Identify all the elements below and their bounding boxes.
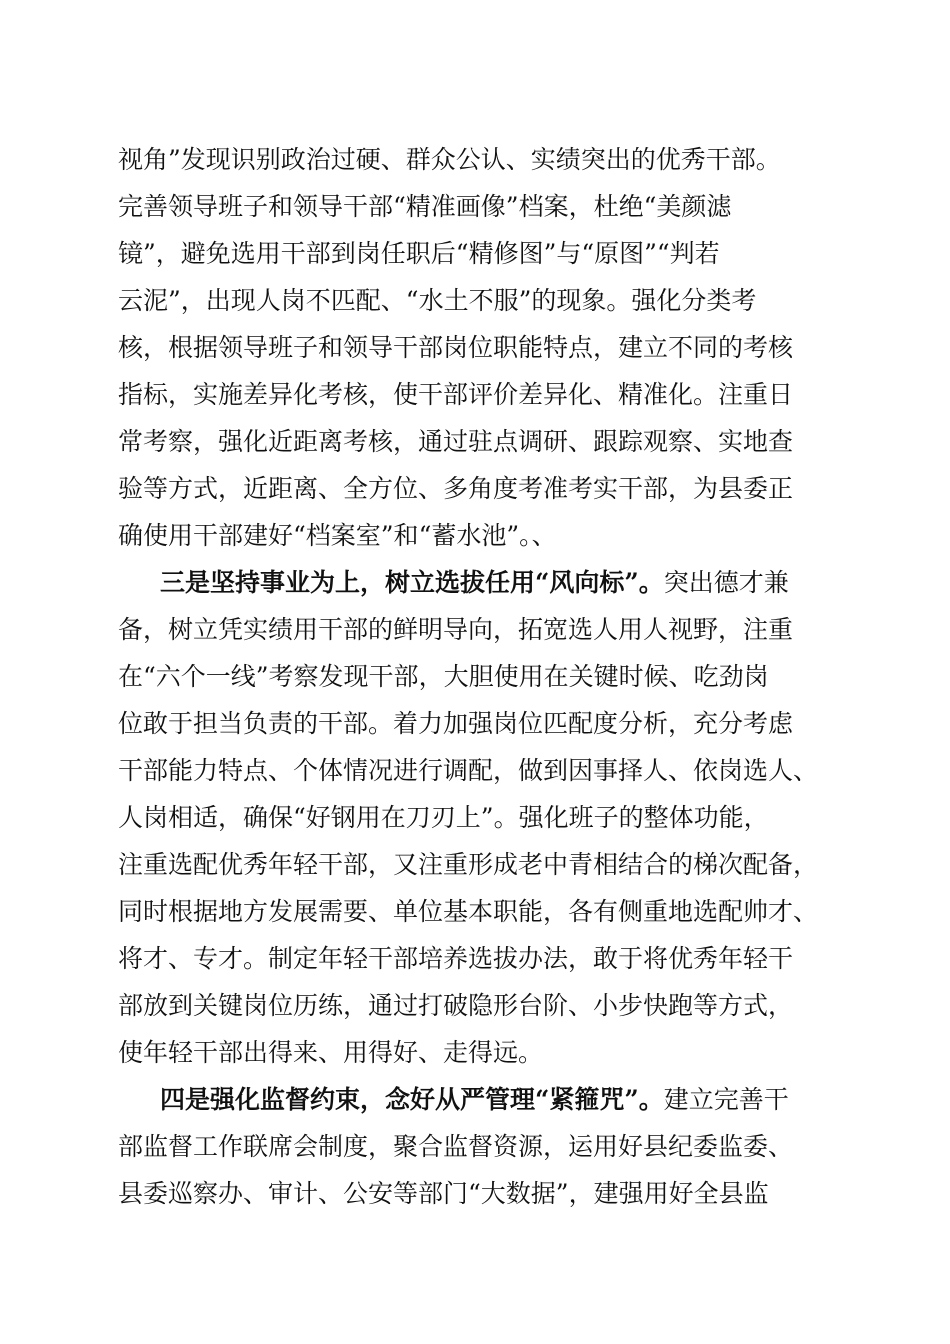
paragraph-line: 干部能力特点、个体情况进行调配，做到因事择人、依岗选人、 bbox=[118, 756, 819, 785]
paragraph-first-line bbox=[160, 1080, 840, 1120]
paragraph-first-line bbox=[160, 563, 840, 603]
paragraph-text: 建立完善干 bbox=[663, 1085, 789, 1114]
paragraph-line: 同时根据地方发展需要、单位基本职能，各有侧重地选配帅才、 bbox=[118, 897, 819, 926]
section-heading-4: 四是强化监督约束，念好从严管理“紧箍咒”。 bbox=[160, 1085, 664, 1114]
paragraph-line: 常考察，强化近距离考核，通过驻点调研、跟踪观察、实地查 bbox=[118, 427, 794, 456]
paragraph-line: 位敢于担当负责的干部。着力加强岗位匹配度分析，充分考虑 bbox=[118, 709, 794, 738]
paragraph-line: 部放到关键岗位历练，通过打破隐形台阶、小步快跑等方式， bbox=[118, 991, 794, 1020]
paragraph-line: 注重选配优秀年轻干部，又注重形成老中青相结合的梯次配备， bbox=[118, 850, 819, 879]
paragraph-line: 备，树立凭实绩用干部的鲜明导向，拓宽选人用人视野，注重 bbox=[118, 615, 794, 644]
paragraph-line: 核，根据领导班子和领导干部岗位职能特点，建立不同的考核 bbox=[118, 333, 794, 362]
paragraph-line: 部监督工作联席会制度，聚合监督资源，运用好县纪委监委、 bbox=[118, 1132, 794, 1161]
paragraph-line: 县委巡察办、审计、公安等部门“大数据”，建强用好全县监 bbox=[118, 1179, 769, 1208]
paragraph-line: 使年轻干部出得来、用得好、走得远。 bbox=[118, 1038, 544, 1067]
paragraph-line: 完善领导班子和领导干部“精准画像”档案，杜绝“美颜滤 bbox=[118, 192, 732, 221]
paragraph-line: 镜”，避免选用干部到岗任职后“精修图”与“原图”“判若 bbox=[118, 239, 720, 268]
paragraph-line: 在“六个一线”考察发现干部，大胆使用在关键时候、吃劲岗 bbox=[118, 662, 769, 691]
paragraph-line: 视角”发现识别政治过硬、群众公认、实绩突出的优秀干部。 bbox=[118, 145, 781, 174]
paragraph-line: 将才、专才。制定年轻干部培养选拔办法，敢于将优秀年轻干 bbox=[118, 944, 794, 973]
paragraph-text: 突出德才兼 bbox=[663, 568, 789, 597]
paragraph-line: 验等方式，近距离、全方位、多角度考准考实干部，为县委正 bbox=[118, 474, 794, 503]
paragraph-line: 人岗相适，确保“好钢用在刀刃上”。强化班子的整体功能， bbox=[118, 803, 769, 832]
paragraph-line: 确使用干部建好“档案室”和“蓄水池”。、 bbox=[118, 521, 557, 550]
paragraph-line: 云泥”，出现人岗不匹配、“水土不服”的现象。强化分类考 bbox=[118, 286, 757, 315]
section-heading-3: 三是坚持事业为上，树立选拔任用“风向标”。 bbox=[160, 568, 664, 597]
paragraph-line: 指标，实施差异化考核，使干部评价差异化、精准化。注重日 bbox=[118, 380, 794, 409]
